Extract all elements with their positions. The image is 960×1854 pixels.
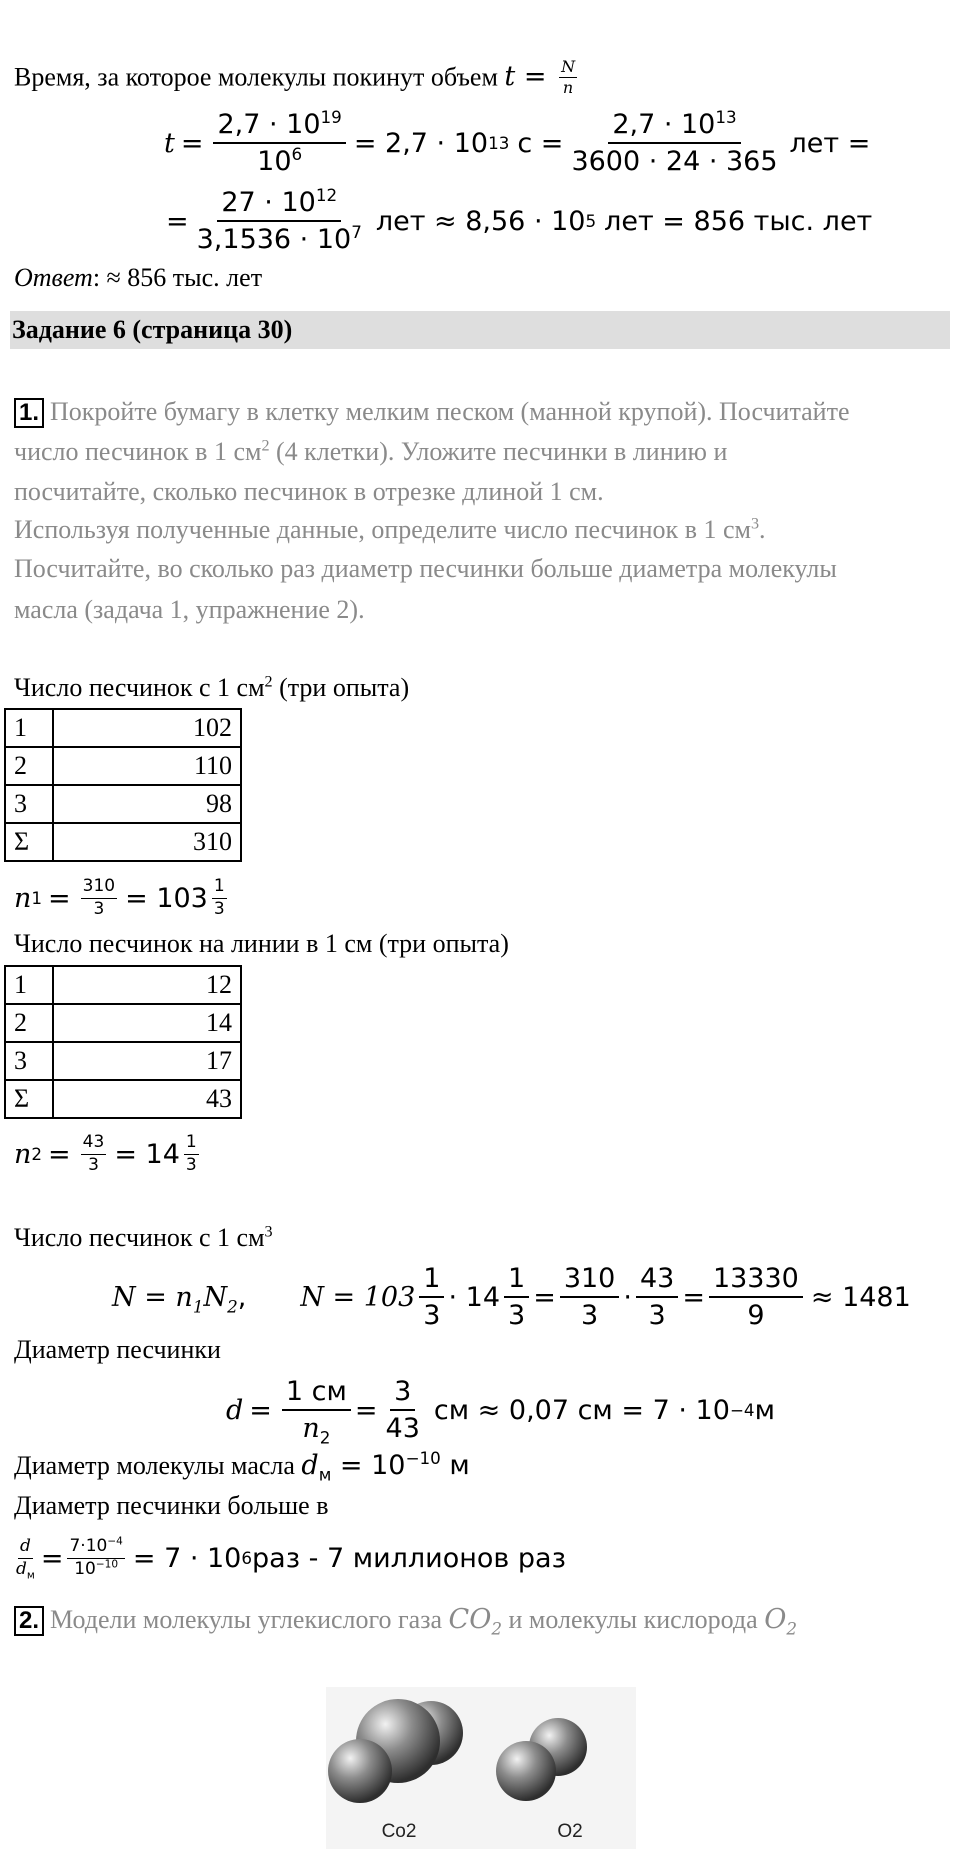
answer-line: [14, 262, 262, 294]
oil-diameter-line: Диаметр молекулы масла $d_м = 10^{-10}$ м: [14, 1448, 470, 1485]
calc1-fraction-2: $\frac{2,7 \cdot 10^{13}}{3600 \cdot 24 \cdot 365}$: [571, 106, 778, 177]
diameter-caption: Диаметр песчинки: [14, 1335, 221, 1364]
molecule-figure: [326, 1687, 636, 1849]
intro-text: Время, за которое молекулы покинут объем: [14, 62, 498, 92]
table2: [4, 965, 242, 1119]
q1-line-4: Используя полученные данные, определите число песчинок в 1 $см^3$.: [14, 515, 766, 544]
calc-line-2: = $\frac{27 \cdot 10^{12}}{3,1536 \cdot 10^7}$ лет ≈ 8,56 · 10 5 лет = 856 тыс. лет: [166, 184, 873, 255]
q1-line-1: 1. Покройте бумагу в клетку мелким песком (манной крупой). Посчитайте: [14, 396, 850, 428]
calc-line-1: t = $\frac{2,7 \cdot 10^{19}}{10^6}$ = 2,7 · 10 13 с = $\frac{2,7 \cdot 10^{13}}{3600 \cdot 24 \cdot 365}$ лет =: [164, 106, 871, 177]
table-row: 2 110: [5, 747, 241, 785]
q1-line-5: Посчитайте, во сколько раз диаметр песчинки больше диаметра молекулы: [14, 554, 837, 583]
n-over-n-fraction: $\frac{N}{n}$: [561, 57, 576, 98]
table-row: Σ 310: [5, 823, 241, 861]
answer-value: : ≈ 856 тыс. лет: [92, 263, 263, 292]
answer-label: Ответ: [14, 263, 93, 292]
table-row: 1 12: [5, 966, 241, 1004]
table-row: 3 98: [5, 785, 241, 823]
table-row: Σ 43: [5, 1080, 241, 1118]
table-row: 2 14: [5, 1004, 241, 1042]
table2-caption: Число песчинок на линии в 1 см (три опыта): [14, 929, 509, 958]
n2-formula: n 2 = $\frac{43}{3}$ = 14 $\frac{1}{3}$: [14, 1131, 197, 1175]
q1-number: 1.: [14, 398, 44, 428]
calc1-fraction-1: $\frac{2,7 \cdot 10^{19}}{10^6}$: [213, 109, 345, 177]
n1-formula: n 1 = $\frac{310}{3}$ = 103 $\frac{1}{3}$: [14, 875, 225, 919]
cube-caption: Число песчинок с 1 $см^3$: [14, 1223, 273, 1252]
table-row: 3 17: [5, 1042, 241, 1080]
molecule-models: [326, 1687, 636, 1849]
q1-line-3: посчитайте, сколько песчинок в отрезке длиной 1 см.: [14, 477, 604, 506]
diameter-formula: d = $\frac{1 см}{n_2}$ = $\frac{3}{43}$ см ≈ 0,07 см = 7 · 10 −4 м: [226, 1375, 775, 1448]
q1-line-2: число песчинок в 1 $см^2$ (4 клетки). Уложите песчинки в линию и: [14, 437, 728, 466]
table-row: 1 102: [5, 709, 241, 747]
cube-formula-a: $N = n_1N_2$,: [112, 1281, 247, 1316]
q1-line-6: масла (задача 1, упражнение 2).: [14, 595, 365, 624]
ratio-formula: $\frac{d}{d_м}$ = $\frac{7\cdot 10^{-4}}{10^{-10}}$ = 7 · 10 6 раз - 7 миллионов раз: [16, 1535, 566, 1581]
table1: [4, 708, 242, 862]
intro-line: [14, 58, 581, 98]
q2-number: 2.: [14, 1606, 44, 1636]
o2-label: O2: [557, 1821, 583, 1842]
task-heading: Задание 6 (страница 30): [10, 311, 950, 349]
cube-formula: $N = n_1N_2$, N = 103 $\frac{1}{3}$ · 14 $\frac{1}{3}$ = $\frac{310}{3}$ · $\frac{43}{3}$ = $\frac{13330}{9}$ ≈ 1481: [112, 1262, 911, 1331]
co2-label: Co2: [381, 1821, 417, 1842]
table1-caption: Число песчинок с 1 $см^2$ (три опыта): [14, 673, 410, 702]
intro-formula: t = $\frac{N}{n}$: [504, 57, 576, 98]
calc2-fraction: $\frac{27 \cdot 10^{12}}{3,1536 \cdot 10^7}$: [196, 184, 362, 255]
q2-line: 2. Модели молекулы углекислого газа $CO_2$ и молекулы кислорода $O_2$: [14, 1604, 797, 1636]
co2-molecule-model: [328, 1699, 463, 1803]
ratio-caption: Диаметр песчинки больше в: [14, 1491, 329, 1520]
o2-molecule-model: [496, 1718, 587, 1801]
